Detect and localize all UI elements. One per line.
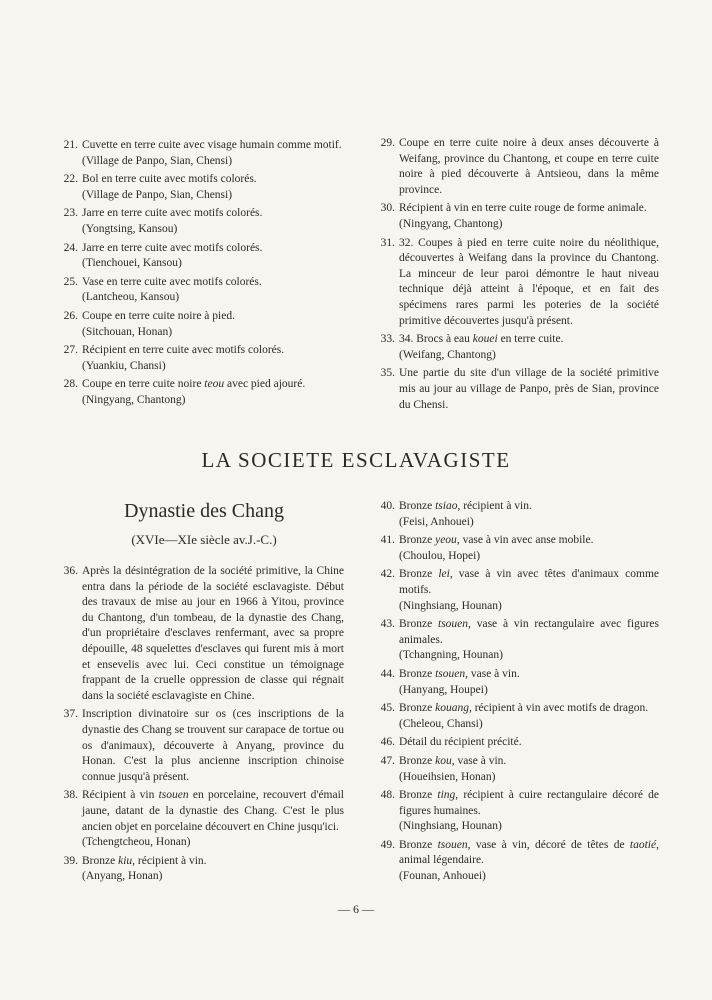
entry-number: 42. (380, 568, 395, 581)
entry-text: , récipient à cuire rectangulaire décoré de figures humaines. (399, 789, 660, 817)
entry-location: (Ningyang, Chantong) (399, 217, 503, 230)
catalog-entry (54, 707, 344, 785)
catalog-entry (54, 241, 346, 272)
entry-text: Bronze (399, 754, 436, 767)
dynasty-period: (XVIe—XIe siècle av.J.-C.) (131, 532, 277, 547)
entry-description (399, 332, 659, 348)
catalog-entry (54, 854, 344, 885)
entry-description (399, 533, 659, 549)
entry-text: , vase à vin, décoré de têtes de (467, 838, 630, 851)
entry-number: 26. (63, 309, 78, 322)
entry-description (399, 735, 659, 751)
entry-description (399, 701, 659, 717)
entry-term: ting (437, 789, 456, 802)
entry-number: 30. (380, 202, 395, 215)
entry-location: (Yuankiu, Chansi) (82, 359, 166, 372)
entry-text: , animal légendaire. (399, 838, 659, 867)
entry-description (399, 499, 659, 515)
entry-number: 43. (380, 618, 395, 631)
entry-text: , récipient à vin avec motifs de dragon. (468, 702, 649, 715)
catalog-entry (371, 838, 659, 885)
entry-text: , vase à vin. (451, 754, 507, 767)
catalog-entry (54, 206, 346, 237)
entry-number: 49. (380, 838, 395, 851)
entry-description (82, 788, 344, 835)
entry-description (399, 667, 659, 683)
entry-text: Bronze (399, 702, 436, 715)
entry-number: 48. (380, 789, 395, 802)
entry-term: kouei (472, 333, 498, 346)
entry-location: (Anyang, Honan) (82, 870, 163, 883)
entry-description (399, 788, 659, 819)
catalog-entry (371, 332, 659, 363)
entry-term: lei (438, 568, 450, 581)
entry-number: 35. (380, 367, 395, 380)
entry-text: Bronze (82, 854, 119, 867)
entry-text: en porcelaine, recouvert d'émail jaune, datant de la dynastie des Chang. C'est le plus ancien objet en porcelaine découvert en Chine jusqu'ici. (82, 789, 344, 833)
entry-description (399, 838, 659, 869)
catalog-entry (371, 617, 659, 664)
entry-location: (Houeihsien, Honan) (399, 770, 496, 783)
entry-location: (Feisi, Anhouei) (399, 515, 474, 528)
entry-location: (Village de Panpo, Sian, Chensi) (82, 154, 233, 167)
entry-location: (Tchangning, Hounan) (399, 649, 503, 662)
entry-term: tsouen (435, 667, 466, 680)
entry-text: 34. Brocs à eau (399, 333, 473, 346)
entry-text: , récipient à vin. (132, 854, 207, 867)
entry-location: (Tchengtcheou, Honan) (82, 836, 191, 849)
entry-text: Coupe en terre cuite noire (82, 378, 205, 391)
entry-text: , vase à vin. (465, 667, 520, 680)
entry-number: 46. (380, 736, 395, 749)
entry-number: 40. (380, 500, 395, 512)
entry-term: tsiao (435, 500, 458, 512)
entry-location: (Lantcheou, Kansou) (82, 291, 180, 304)
catalog-entry (371, 701, 659, 732)
entry-text: Bronze (399, 534, 436, 547)
entry-term: kiu (118, 854, 133, 867)
entry-text: Une partie du site d'un village de la société primitive mis au jour au village de Panpo, près de Sian, province du Chensi. (399, 367, 659, 411)
catalog-entry (371, 499, 659, 530)
entry-text: , vase à vin rectangulaire avec figures animales. (399, 618, 659, 646)
catalog-entry (54, 788, 344, 850)
entry-number: 45. (380, 702, 395, 715)
catalog-entry (54, 172, 346, 203)
entries-column-right-bottom (371, 499, 659, 888)
entry-number: 44. (380, 667, 395, 680)
entry-text: Inscription divinatoire sur os (ces inscriptions de la dynastie des Chang se trouvent sur carapace de tortue ou os d'animaux), découverte à Anyang, province du Honan. C'est la plus ancienne inscription chinoise connue jusqu'à présent. (82, 708, 344, 783)
entry-text: Bronze (399, 500, 436, 512)
entry-number: 39. (63, 854, 78, 867)
catalog-entry (371, 754, 659, 785)
entry-text: Cuvette en terre cuite avec visage humain comme motif. (82, 139, 342, 151)
entry-text: Bronze (399, 789, 438, 802)
entry-text: Bronze (399, 618, 439, 631)
entry-description (399, 136, 659, 198)
entry-text: Bronze (399, 667, 436, 680)
entry-number: 33. (380, 333, 395, 346)
entry-location: (Hanyang, Houpei) (399, 683, 488, 696)
catalog-entry (371, 788, 659, 835)
entry-text: , vase à vin avec têtes d'animaux comme motifs. (399, 568, 659, 596)
entry-term: yeou (435, 534, 457, 547)
entry-text: Vase en terre cuite avec motifs colorés. (82, 275, 262, 288)
entry-location: (Cheleou, Chansi) (399, 717, 483, 730)
entry-text: Jarre en terre cuite avec motifs colorés. (82, 207, 263, 220)
entry-description (82, 241, 346, 257)
catalog-entry (371, 533, 659, 564)
entry-description (399, 366, 659, 413)
entry-description (82, 309, 346, 325)
entry-number: 25. (63, 275, 78, 288)
entry-location: (Tienchouei, Kansou) (82, 257, 182, 270)
catalog-entry (371, 567, 659, 614)
catalog-entry (371, 236, 659, 330)
entry-term: kou (435, 754, 452, 767)
entry-location: (Ningyang, Chantong) (82, 393, 186, 406)
catalog-entry (371, 136, 659, 198)
entry-description (82, 275, 346, 291)
entry-number: 27. (63, 344, 78, 357)
entry-location: (Founan, Anhouei) (399, 870, 486, 883)
entry-number: 41. (380, 534, 395, 547)
catalog-entry (371, 201, 659, 232)
entries-column-left-top (54, 138, 346, 412)
catalog-entry (54, 138, 346, 169)
entry-description (82, 138, 346, 154)
catalog-entry (371, 667, 659, 698)
entry-term: taotié (629, 838, 657, 851)
section-title: LA SOCIETE ESCLAVAGISTE (201, 448, 511, 472)
entry-text: 32. Coupes à pied en terre cuite noire du néolithique, découvertes à Weifang dans la province du Chantong. La minceur de leur paroi démontre le haut niveau technique déjà atteint à l'époque, et en fait des spécimens rares parmi les poteries de la société primitive découvertes jusqu'à présent. (399, 236, 659, 327)
entry-location: (Village de Panpo, Sian, Chensi) (82, 188, 233, 201)
entry-text: , récipient à vin. (457, 500, 532, 512)
entry-text: Bol en terre cuite avec motifs colorés. (82, 173, 257, 186)
entry-description (399, 201, 659, 217)
entry-text: Récipient à vin en terre cuite rouge de forme animale. (399, 202, 647, 215)
entry-text: en terre cuite. (497, 333, 564, 346)
entry-term: tsouen (438, 618, 469, 631)
entry-term: tsouen (158, 789, 189, 802)
entry-description (399, 754, 659, 770)
entries-column-right-top (371, 136, 659, 416)
entry-term: teou (204, 378, 225, 391)
entry-description (399, 567, 659, 598)
entry-description (82, 343, 346, 359)
entry-number: 37. (63, 708, 78, 721)
catalog-entry (54, 343, 346, 374)
entry-text: Coupe en terre cuite noire à deux anses découverte à Weifang, province du Chantong, et coupe en terre cuite noire à pied découverte à Antsieou, dans la même province. (399, 137, 659, 196)
entry-description (399, 236, 659, 330)
entry-number: 21. (63, 139, 78, 151)
entry-location: (Sitchouan, Honan) (82, 325, 173, 338)
dynasty-title: Dynastie des Chang (124, 500, 284, 522)
catalog-entry (54, 275, 346, 306)
entry-location: (Weifang, Chantong) (399, 348, 496, 361)
entry-text: Récipient à vin (82, 789, 159, 802)
entry-description (399, 617, 659, 648)
entry-text: Récipient en terre cuite avec motifs colorés. (82, 344, 285, 357)
catalog-entry (54, 377, 346, 408)
entry-description (82, 377, 346, 393)
entries-column-left-bottom (54, 564, 344, 888)
entry-number: 38. (63, 789, 78, 802)
entry-number: 28. (63, 378, 78, 391)
entry-location: (Choulou, Hopei) (399, 549, 481, 562)
entry-location: (Yongtsing, Kansou) (82, 222, 178, 235)
entry-number: 47. (380, 754, 395, 767)
entry-description (82, 707, 344, 785)
entry-number: 36. (63, 565, 78, 577)
catalog-entry (54, 309, 346, 340)
entry-number: 24. (63, 241, 78, 254)
entry-number: 22. (63, 173, 78, 186)
entry-description (82, 854, 344, 870)
entry-text: avec pied ajouré. (224, 378, 306, 391)
entry-text: Après la désintégration de la société primitive, la Chine entra dans la période de la société esclavagiste. Début des travaux de mise au jour en 1966 à Yitou, province du Chantong, d'un tombeau, de la dynastie des Chang, d'un propriétaire d'esclaves renfermant, avec sa propre dépouille, 48 squelettes d'esclaves qui furent mis à mort et ensevelis avec lui. Ceci constitue un témoignage frappant de la cruelle oppression de classe qui régnait dans la société esclavagiste en Chine. (82, 565, 344, 702)
entry-text: Jarre en terre cuite avec motifs colorés. (82, 241, 263, 254)
catalog-entry (371, 366, 659, 413)
entry-number: 23. (63, 207, 78, 220)
catalog-entry (54, 564, 344, 704)
entry-text: Bronze (399, 568, 439, 581)
entry-term: kouang (435, 702, 469, 715)
entry-description (82, 206, 346, 222)
page-number: — 6 — (338, 902, 374, 916)
entry-number: 29. (380, 137, 395, 149)
entry-text: Coupe en terre cuite noire à pied. (82, 309, 235, 322)
entry-description (82, 172, 346, 188)
entry-text: Bronze (399, 838, 438, 851)
entry-location: (Ninghsiang, Hounan) (399, 820, 502, 833)
entry-number: 31. (380, 236, 395, 249)
entry-text: Détail du récipient précité. (399, 736, 522, 749)
entry-text: , vase à vin avec anse mobile. (456, 534, 594, 547)
catalog-entry (371, 735, 659, 751)
entry-term: tsouen (437, 838, 468, 851)
entry-location: (Ninghsiang, Hounan) (399, 599, 502, 612)
entry-description (82, 564, 344, 704)
